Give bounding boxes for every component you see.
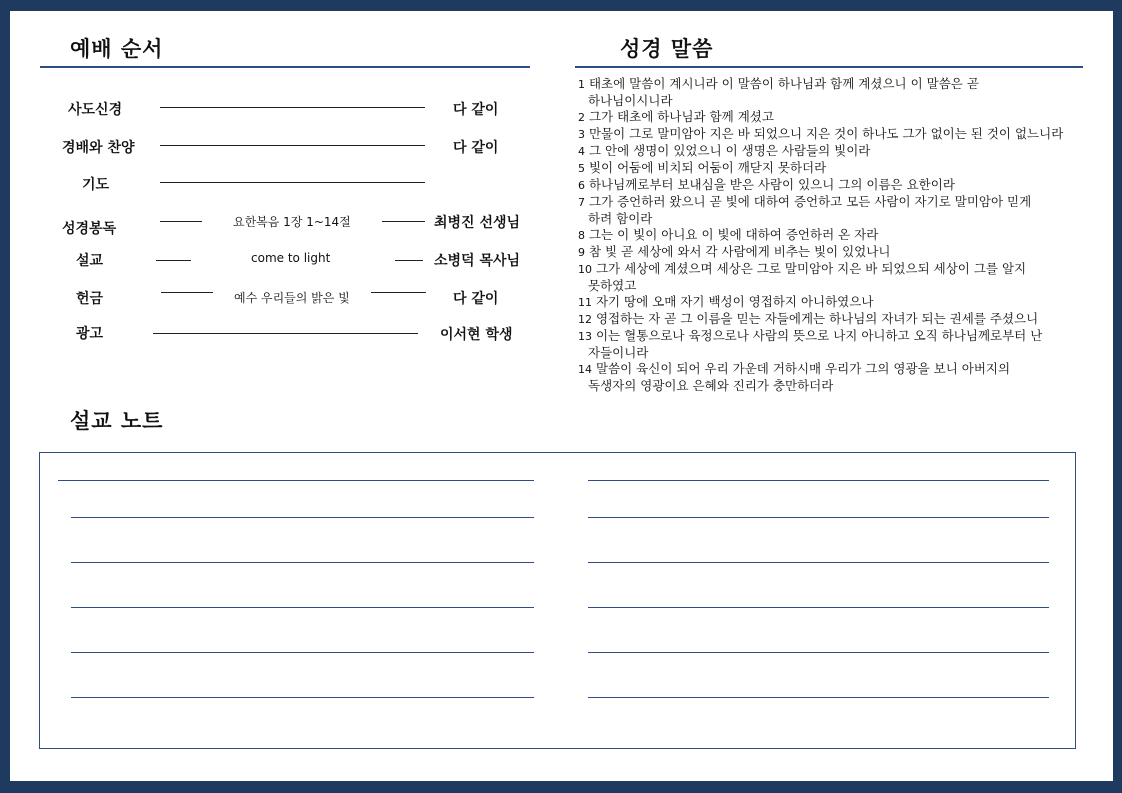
order-title: 예배 순서 [70,37,164,61]
order-item-line [160,221,202,222]
verse: 13 이는 혈통으로나 육정으로나 사람의 뜻으로 나지 아니하고 오직 하나님께로부터 난 자들이니라 [578,328,1043,360]
note-line[interactable] [71,517,534,518]
order-item-line [153,333,418,334]
order-item-label: 성경봉독 [62,221,117,237]
note-line[interactable] [588,562,1049,563]
order-item-label: 사도신경 [68,102,123,118]
verse: 8 그는 이 빛이 아니요 이 빛에 대하여 증언하러 온 자라 [578,227,879,242]
note-line[interactable] [588,517,1049,518]
order-item-line [160,182,425,183]
verse: 2 그가 태초에 하나님과 함께 계셨고 [578,109,774,124]
order-item-leader: 최병진 선생님 [434,215,521,231]
order-item-leader: 다 같이 [453,140,499,156]
note-line[interactable] [71,652,534,653]
verse: 14 말씀이 육신이 되어 우리 가운데 거하시매 우리가 그의 영광을 보니 아버지의 독생자의 영광이요 은혜와 진리가 충만하더라 [578,361,1011,393]
verse: 10 그가 세상에 계셨으며 세상은 그로 말미암아 지은 바 되었으되 세상이 그를 알지 못하였고 [578,261,1027,293]
order-item-leader: 다 같이 [453,102,499,118]
order-title-rule [40,66,530,68]
scripture-passage [578,76,1108,394]
order-item-line [382,221,425,222]
note-line[interactable] [71,562,534,563]
verse: 9 참 빛 곧 세상에 와서 각 사람에게 비추는 빛이 있었나니 [578,244,891,259]
order-item-leader: 다 같이 [453,291,499,307]
order-item-label: 기도 [82,177,110,193]
verse: 4 그 안에 생명이 있었으니 이 생명은 사람들의 빛이라 [578,143,871,158]
note-line[interactable] [588,607,1049,608]
order-item-line [156,260,191,261]
order-item-line [160,145,425,146]
verse: 11 자기 땅에 오매 자기 백성이 영접하지 아니하였으나 [578,294,874,309]
scripture-title-rule [575,66,1083,68]
order-item-leader: 소병덕 목사님 [434,253,521,269]
order-item-line [160,107,425,108]
note-line[interactable] [588,480,1049,481]
notes-title: 설교 노트 [70,409,164,433]
order-item-leader: 이서현 학생 [440,327,513,343]
order-item-line [395,260,423,261]
order-item-label: 설교 [76,253,104,269]
scripture-title: 성경 말씀 [620,37,714,61]
order-item-detail: 요한복음 1장 1~14절 [233,215,351,229]
order-item-line [371,292,426,293]
note-line[interactable] [588,652,1049,653]
verse: 1 태초에 말씀이 계시니라 이 말씀이 하나님과 함께 계셨으니 이 말씀은 곧 하나님이시니라 [578,76,979,108]
order-item-detail: come to light [251,251,331,265]
order-item-label: 경배와 찬양 [62,140,135,156]
order-item-line [161,292,213,293]
bulletin-page [10,11,1113,781]
verse: 6 하나님께로부터 보내심을 받은 사람이 있으니 그의 이름은 요한이라 [578,177,955,192]
verse: 7 그가 증언하러 왔으니 곧 빛에 대하여 증언하고 모든 사람이 자기로 말미암아 믿게 하려 함이라 [578,194,1032,226]
note-line[interactable] [58,480,534,481]
note-line[interactable] [71,697,534,698]
order-item-label: 헌금 [76,291,104,307]
verse: 3 만물이 그로 말미암아 지은 바 되었으니 지은 것이 하나도 그가 없이는 된 것이 없느니라 [578,126,1064,141]
verse: 5 빛이 어둠에 비치되 어둠이 깨닫지 못하더라 [578,160,827,175]
note-line[interactable] [588,697,1049,698]
verse: 12 영접하는 자 곧 그 이름을 믿는 자들에게는 하나님의 자녀가 되는 권세를 주셨으니 [578,311,1039,326]
notes-box [39,452,1076,749]
order-item-detail: 예수 우리들의 밝은 빛 [234,291,350,305]
order-item-label: 광고 [76,326,104,342]
note-line[interactable] [71,607,534,608]
